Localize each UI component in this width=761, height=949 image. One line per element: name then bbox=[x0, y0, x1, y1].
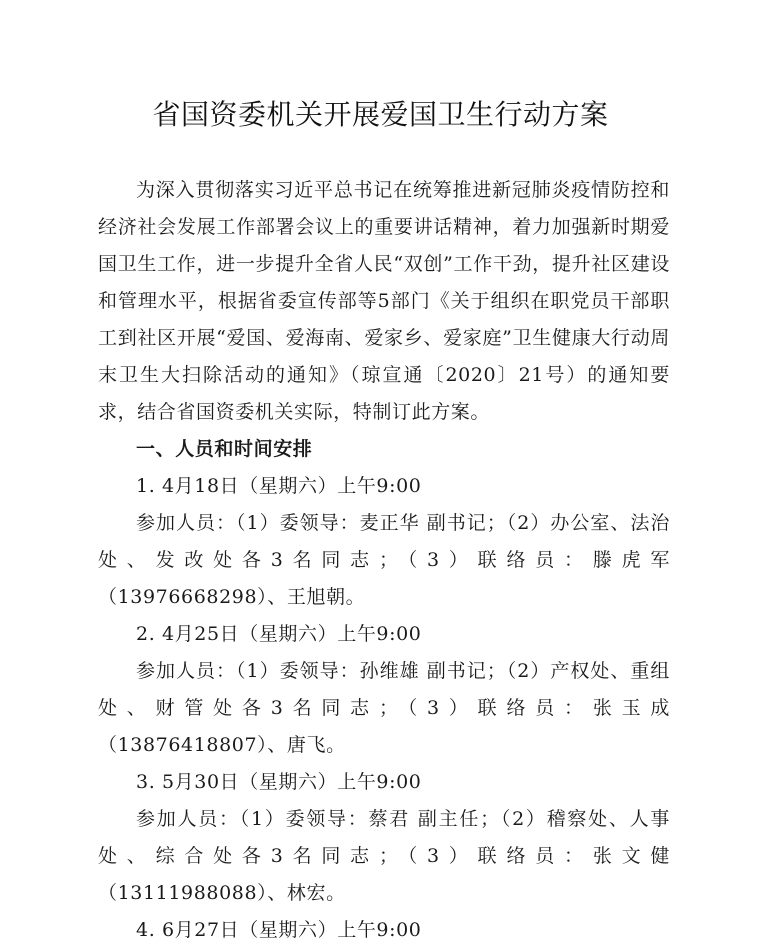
schedule-participants-2: 参加人员：（1）委领导：孙维雄 副书记；（2）产权处、重组处、财管处各3名同志；（3）联络员：张玉成（13876418807）、唐飞。 bbox=[98, 660, 670, 756]
schedule-time-1: 1. 4月18日（星期六）上午9:00 bbox=[136, 475, 422, 497]
intro-paragraph: 为深入贯彻落实习近平总书记在统筹推进新冠肺炎疫情防控和经济社会发展工作部署会议上的重要讲话精神，着力加强新时期爱国卫生工作，进一步提升全省人民“双创”工作干劲，提升社区建设和管理水平，根据省委宣传部等5部门《关于组织在职党员干部职工到社区开展“爱国、爱海南、爱家乡、爱家庭”卫生健康大行动周末卫生大扫除活动的通知》（琼宣通〔2020〕21号）的通知要求，结合省国资委机关实际，特制订此方案。 bbox=[98, 179, 670, 423]
document-title: 省国资委机关开展爱国卫生行动方案 bbox=[152, 98, 609, 131]
schedule-time-4: 4. 6月27日（星期六）上午9:00 bbox=[136, 919, 422, 941]
schedule-participants-1: 参加人员：（1）委领导：麦正华 副书记；（2）办公室、法治处、发改处各3名同志；（3）联络员：滕虎军（13976668298）、王旭朝。 bbox=[98, 512, 670, 608]
schedule-participants-3: 参加人员：（1）委领导：蔡君 副主任；（2）稽察处、人事处、综合处各3名同志；（3）联络员：张文健（13111988088）、林宏。 bbox=[98, 808, 670, 904]
schedule-time-2: 2. 4月25日（星期六）上午9:00 bbox=[136, 623, 422, 645]
document-body bbox=[98, 172, 670, 949]
section-heading: 一、人员和时间安排 bbox=[136, 438, 313, 460]
schedule-time-3: 3. 5月30日（星期六）上午9:00 bbox=[136, 771, 422, 793]
